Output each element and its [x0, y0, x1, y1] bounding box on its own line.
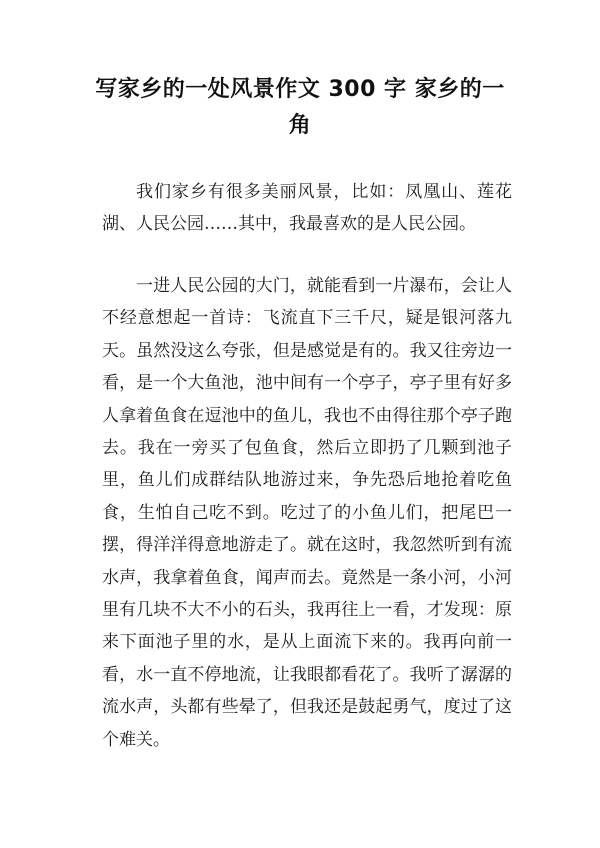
document-title: 写家乡的一处风景作文 300 字 家乡的一角	[95, 77, 505, 138]
paragraph-body: 一进人民公园的大门，就能看到一片瀑布，会让人不经意想起一首诗：飞流直下三千尺，疑是银河落九天。虽然没这么夸张，但是感觉是有的。我又往旁边一看，是一个大鱼池，池中间有一个亭子，亭子里有好多人拿着鱼食在逗池中的鱼儿，我也不由得往那个亭子跑去。我在一旁买了包鱼食，然后立即扔了几颗到池子里，鱼儿们成群结队地游过来，争先恐后地抢着吃鱼食，生怕自己吃不到。吃过了的小鱼儿们，把尾巴一摆，得洋洋得意地游走了。就在这时，我忽然听到有流水声，我拿着鱼食，闻声而去。竟然是一条小河，小河里有几块不大不小的石头，我再往上一看，才发现：原来下面池子里的水，是从上面流下来的。我再向前一看，水一直不停地流，让我眼都看花了。我听了潺潺的流水声，头都有些晕了，但我还是鼓起勇气，度过了这个难关。	[102, 276, 512, 750]
paragraph-intro: 我们家乡有很多美丽风景，比如：凤凰山、莲花湖、人民公园……其中，我最喜欢的是人民公园。	[102, 182, 512, 235]
